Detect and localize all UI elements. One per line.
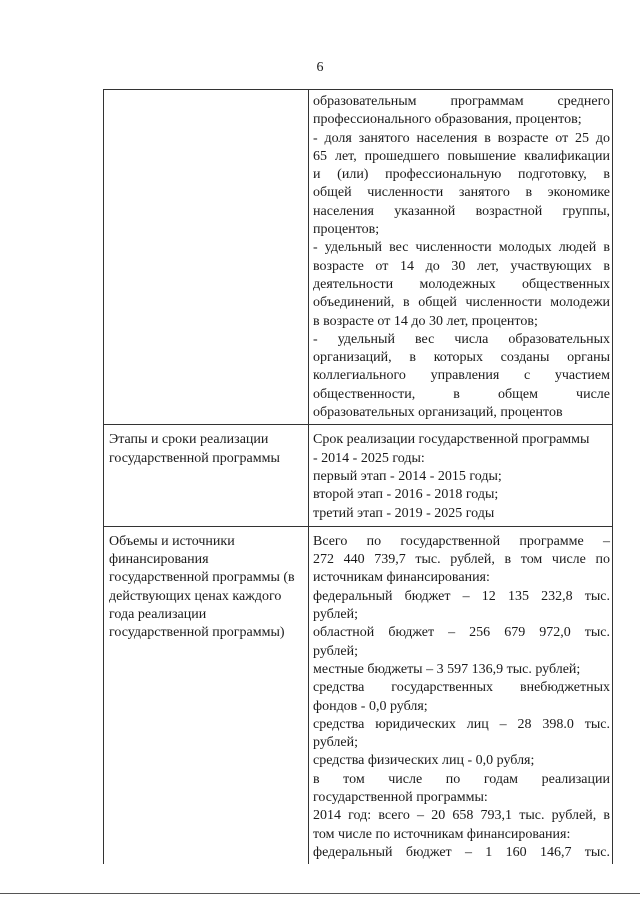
text-line: финансирования <box>109 552 209 568</box>
table-cell-value <box>309 90 612 424</box>
table-row-indicators <box>103 89 613 424</box>
text-line: деятельности молодежных общественных <box>313 276 610 292</box>
table-row-funding <box>103 526 613 864</box>
text-line: - 2014 - 2025 годы: <box>313 450 425 466</box>
text-line: областной бюджет – 256 679 972,0 тыс. <box>313 625 610 641</box>
table-cell-value <box>309 527 612 864</box>
text-line: государственной программы: <box>313 789 488 805</box>
text-line: - доля занятого населения в возрасте от 25 до <box>313 130 610 146</box>
text-line: и (или) профессиональную подготовку, в <box>313 167 610 183</box>
text-line: возрасте от 14 до 30 лет, участвующих в <box>313 258 610 274</box>
text-line: рублей; <box>313 735 358 751</box>
text-line: в возрасте от 14 до 30 лет, процентов; <box>313 313 538 329</box>
text-line: государственной программы) <box>109 625 285 641</box>
text-line: - удельный вес численности молодых людей в <box>313 240 610 256</box>
text-line: второй этап - 2016 - 2018 годы; <box>313 487 499 503</box>
text-line: процентов; <box>313 222 380 238</box>
text-line: государственной программы <box>109 450 280 466</box>
text-line: Всего по государственной программе – <box>313 533 610 549</box>
text-line: 272 440 739,7 тыс. рублей, в том числе по <box>313 552 610 568</box>
text-line: средства физических лиц - 0,0 рубля; <box>313 753 535 769</box>
text-line: года реализации <box>109 607 207 623</box>
text-line: объединений, в общей численности молодежи <box>313 295 610 311</box>
text-line: первый этап - 2014 - 2015 годы; <box>313 468 502 484</box>
text-line: фондов - 0,0 рубля; <box>313 698 428 714</box>
text-line: в том числе по годам реализации <box>313 771 610 787</box>
text-line: том числе по источникам финансирования: <box>313 826 571 842</box>
text-line: источникам финансирования: <box>313 570 490 586</box>
text-line: образовательных организаций, процентов <box>313 405 563 421</box>
text-line: федеральный бюджет – 1 160 146,7 тыс. <box>313 844 610 860</box>
text-line: средства государственных внебюджетных <box>313 680 610 696</box>
text-line: - удельный вес числа образовательных <box>313 331 610 347</box>
text-line: коллегиального управления с участием <box>313 368 610 384</box>
text-line: Объемы и источники <box>109 533 235 549</box>
text-line: организаций, в которых созданы органы <box>313 350 610 366</box>
text-line: Этапы и сроки реализации <box>109 432 269 448</box>
table-cell-label <box>104 527 309 864</box>
bottom-rule <box>0 893 640 894</box>
text-line: общественности, в общем числе <box>313 386 610 402</box>
text-line: образовательным программам среднего <box>313 94 610 109</box>
text-line: местные бюджеты – 3 597 136,9 тыс. рублей; <box>313 661 581 677</box>
text-line: государственной программы (в <box>109 570 295 586</box>
program-passport-table <box>103 89 613 864</box>
text-line: рублей; <box>313 643 358 659</box>
text-line: третий этап - 2019 - 2025 годы <box>313 505 495 521</box>
text-line: действующих ценах каждого <box>109 588 282 604</box>
text-line: Срок реализации государственной программы <box>313 432 590 448</box>
table-row-stages <box>103 424 613 525</box>
text-line: рублей; <box>313 607 358 623</box>
text-line: федеральный бюджет – 12 135 232,8 тыс. <box>313 588 610 604</box>
table-cell-value <box>309 425 612 525</box>
text-line: 2014 год: всего – 20 658 793,1 тыс. рублей, в <box>313 808 610 824</box>
text-line: профессионального образования, процентов; <box>313 112 582 128</box>
page-number: 6 <box>316 60 324 75</box>
text-line: 65 лет, прошедшего повышение квалификации <box>313 148 610 164</box>
text-line: средства юридических лиц – 28 398.0 тыс. <box>313 716 610 732</box>
table-cell-label <box>104 425 309 525</box>
text-line: населения указанной возрастной группы, <box>313 203 610 219</box>
text-line: общей численности занятого в экономике <box>313 185 610 201</box>
table-cell-label <box>104 90 309 424</box>
